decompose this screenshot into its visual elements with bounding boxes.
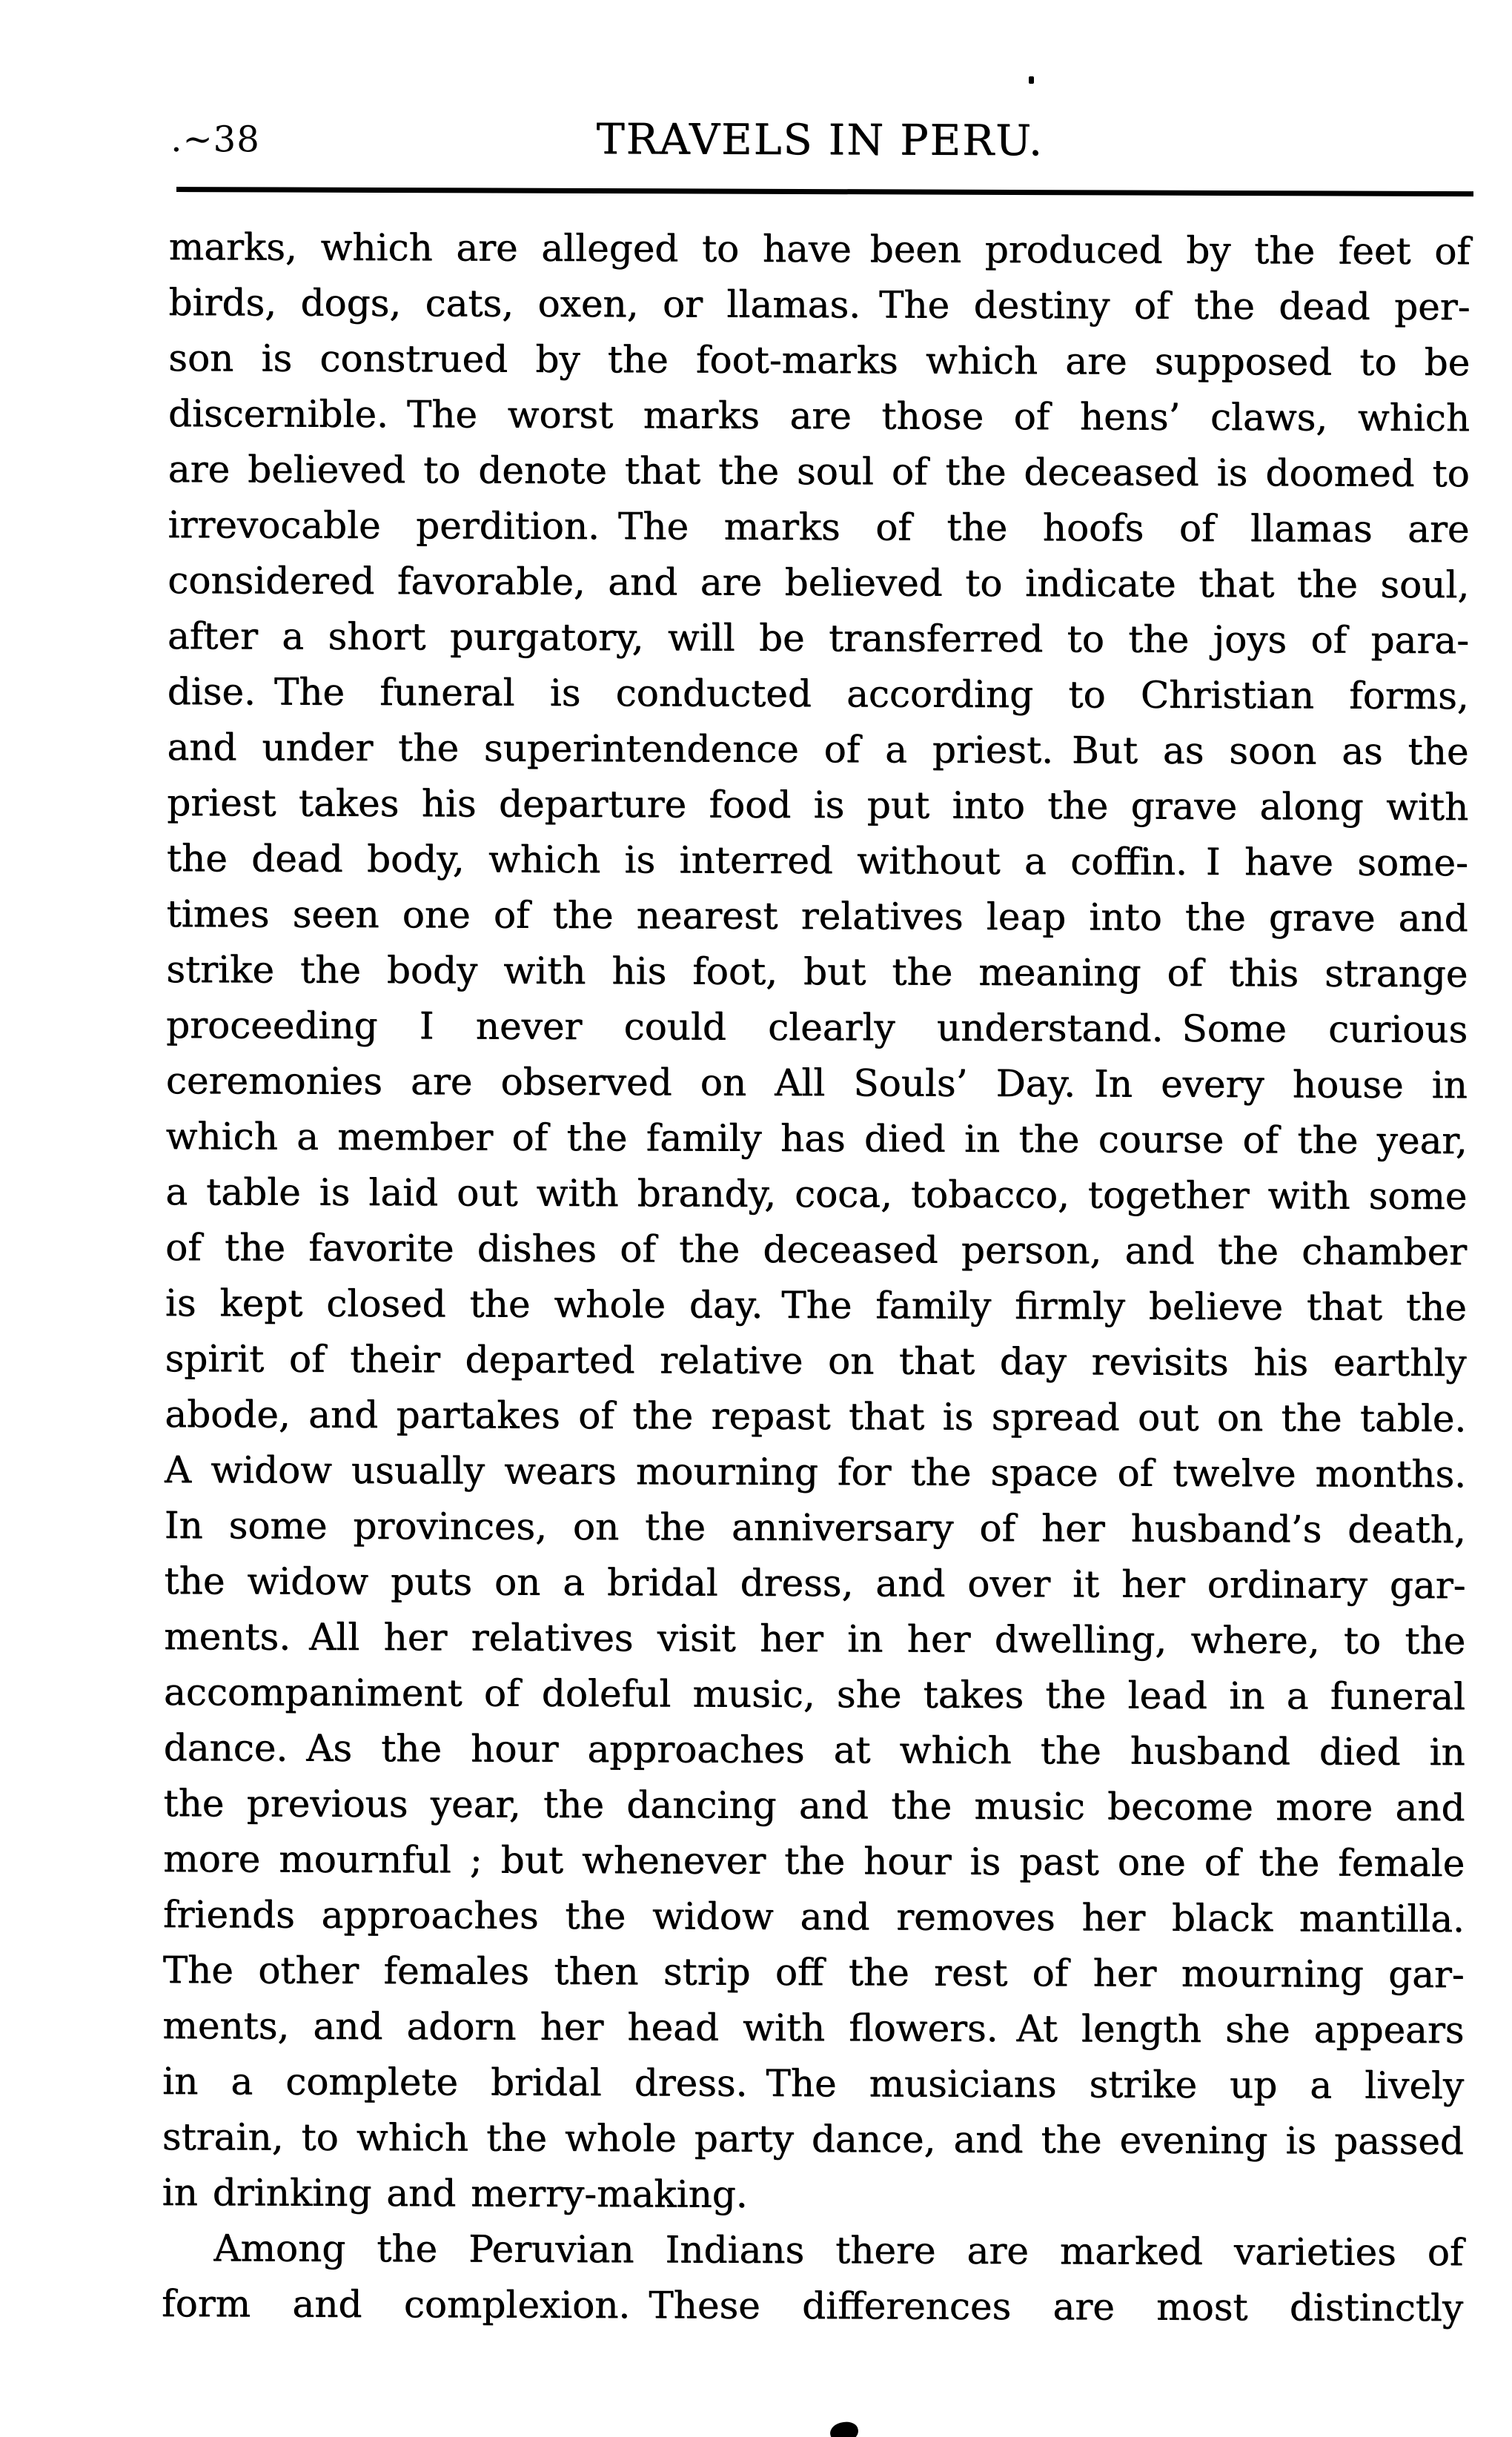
page-header [169,116,1470,168]
header-rule [176,187,1473,196]
text-line: proceeding I never could clearly understand. Some curious [165,1003,1468,1052]
ink-speck-top [1029,76,1034,84]
page-body [162,219,1470,2336]
running-title: TRAVELS IN PERU. [596,115,1044,166]
text-line: are believed to denote that the soul of the deceased is doomed to [168,447,1470,496]
text-line: birds, dogs, cats, oxen, or llamas. The destiny of the dead per- [168,280,1470,329]
text-line: and under the superintendence of a priest. But as soon as the [167,725,1469,774]
text-line: The other females then strip off the rest of her mourning gar- [162,1948,1465,1997]
text-line: in a complete bridal dress. The musicians strike up a lively [162,2059,1465,2108]
text-line: priest takes his departure food is put into the grave along with [167,780,1469,829]
text-line: marks, which are alleged to have been produced by the feet of [168,225,1470,273]
text-line: son is construed by the foot-marks which are supposed to be [168,336,1470,385]
text-line: strain, to which the whole party dance, and the evening is passed [162,2115,1464,2164]
text-line: In some provinces, on the anniversary of her husband’s death, [164,1503,1466,1552]
text-line: friends approaches the widow and removes her black mantilla. [162,1892,1465,1941]
text-line: discernible. The worst marks are those of hens’ claws, which [168,391,1470,440]
text-line: strike the body with his foot, but the meaning of this strange [166,947,1468,996]
text-line: in drinking and merry-making. [162,2170,748,2216]
text-line: ments. All her relatives visit her in her dwelling, where, to the [164,1614,1466,1663]
text-line: the previous year, the dancing and the music become more and [163,1781,1465,1830]
text-line: after a short purgatory, will be transferred to the joys of para- [167,614,1470,663]
text-line: spirit of their departed relative on that day revisits his earthly [165,1336,1467,1385]
text-line: which a member of the family has died in the course of the year, [165,1114,1468,1163]
text-line: Among the Peruvian Indians there are marked varieties of [213,2227,1464,2275]
text-line: times seen one of the nearest relatives leap into the grave and [166,892,1468,941]
text-line: dance. As the hour approaches at which the husband died in [163,1725,1465,1774]
text-line: ceremonies are observed on All Souls’ Day. In every house in [165,1058,1468,1107]
text-line: accompaniment of doleful music, she takes the lead in a funeral [163,1670,1466,1719]
text-line: the widow puts on a bridal dress, and over it her ordinary gar- [164,1559,1466,1608]
text-line: more mournful ; but whenever the hour is past one of the female [163,1837,1465,1886]
text-line: irrevocable perdition. The marks of the hoofs of llamas are [168,503,1470,551]
text-line: form and complexion. These differences are most distinctly [161,2281,1464,2330]
text-line: dise. The funeral is conducted according to Christian forms, [167,669,1469,718]
text-line: A widow usually wears mourning for the space of twelve months. [164,1448,1467,1496]
text-line: considered favorable, and are believed to indicate that the soul, [168,558,1470,607]
text-line: the dead body, which is interred without a coffin. I have some- [166,836,1468,885]
text-line: ments, and adorn her head with flowers. At length she appears [162,2003,1465,2052]
text-line: abode, and partakes of the repast that is spread out on the table. [165,1392,1467,1441]
text-line: is kept closed the whole day. The family firmly believe that the [165,1281,1467,1330]
text-line: a table is laid out with brandy, coca, tobacco, together with some [165,1170,1468,1218]
page-number: .~38 [170,119,260,161]
text-line: of the favorite dishes of the deceased person, and the chamber [165,1225,1468,1274]
